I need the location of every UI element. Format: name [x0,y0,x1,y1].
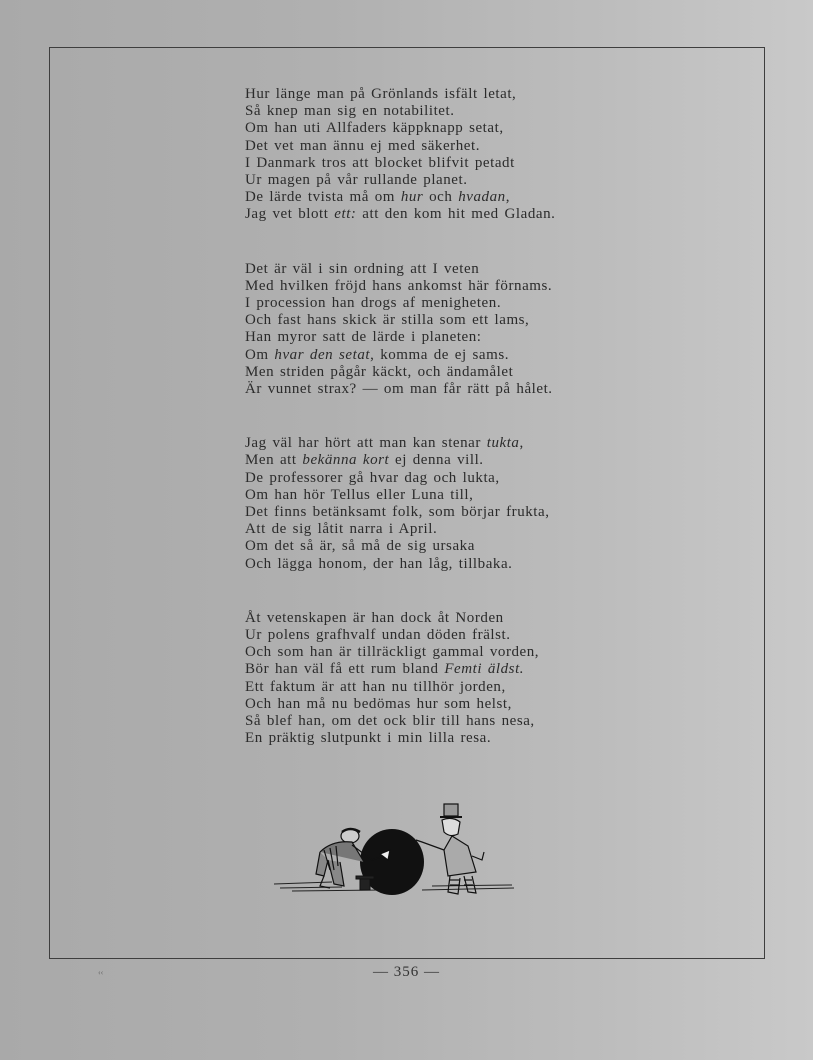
poem-line: De professorer gå hvar dag och lukta, [245,469,500,486]
stanza-3 [245,435,625,573]
illustration-men-with-boulder [272,790,517,900]
text-segment: , komma de ej sams. [370,346,510,363]
poem-line: Det vet man ännu ej med säkerhet. [245,137,480,154]
poem-line: Men striden pågår käckt, och ändamålet [245,363,514,380]
poem-line: Ett faktum är att han nu tillhör jorden, [245,678,506,695]
poem-line: Och han må nu bedömas hur som helst, [245,695,512,712]
pointing-man-icon [416,804,484,894]
stanza-1 [245,86,625,224]
italic-text: tukta [486,435,520,452]
stanza-2 [245,261,625,399]
poem-line: Och lägga honom, der han låg, tillbaka. [245,555,513,572]
poem-line: Så knep man sig en notabilitet. [245,103,455,120]
poem-line: Om han uti Allfaders käppknapp setat, [245,120,504,137]
italic-text: hvadan [458,189,506,206]
poem-line: Om han hör Tellus eller Luna till, [245,486,474,503]
poem-line: Det är väl i sin ordning att I veten [245,260,480,277]
text-segment: Bör han väl få ett rum bland [245,661,445,678]
poem-line: Hur länge man på Grönlands isfält letat, [245,86,517,102]
poem-line: Och fast hans skick är stilla som ett lams, [245,312,530,329]
poem-line: I procession han drogs af menigheten. [245,295,502,312]
poem-line: Han myror satt de lärde i planeten: [245,329,482,346]
poem-line: Är vunnet strax? — om man får rätt på hålet. [245,381,553,398]
text-segment: ej denna vill. [389,452,484,469]
text-segment: , [519,435,524,452]
poem-line [245,206,625,223]
poem-line: Ur polens grafhvalf undan döden frälst. [245,627,511,644]
poem-line: Och som han är tillräckligt gammal vorden, [245,644,540,661]
text-segment: Men att [245,452,303,469]
poem-line: En präktig slutpunkt i min lilla resa. [245,730,492,747]
page-number: — 356 — [373,964,440,980]
italic-text: hvar den setat [274,346,371,363]
poem-line [245,452,625,469]
poem-line: Ur magen på vår rullande planet. [245,172,468,189]
poem-line: Det finns betänksamt folk, som börjar frukta, [245,504,550,521]
poem [245,86,625,748]
poem-line: I Danmark tros att blocket blifvit petadt [245,154,515,171]
text-segment: att den kom hit med Gladan. [356,206,556,223]
stanza-4 [245,610,625,748]
italic-text: Femti äldst. [444,661,525,678]
italic-text: ett: [334,206,357,223]
text-segment: , [505,189,511,206]
poem-line [245,661,625,678]
poem-line: Så blef han, om det ock blir till hans nesa, [245,713,535,730]
poem-line: Att de sig låtit narra i April. [245,521,438,538]
poem-line: Med hvilken fröjd hans ankomst här förnams. [245,277,553,294]
text-segment: De lärde tvista må om [245,189,401,206]
poem-line [245,347,625,364]
text-segment: och [423,189,459,206]
italic-text: bekänna kort [302,452,390,469]
poem-line [245,189,625,206]
italic-text: hur [400,189,424,206]
poem-line [245,435,625,452]
text-segment: Jag väl har hört att man kan stenar [245,435,487,452]
poem-line: Om det så är, så må de sig ursaka [245,538,475,555]
text-segment: Jag vet blott [245,206,335,223]
poem-line: Åt vetenskapen är han dock åt Norden [245,609,504,626]
print-smudge: ‹‹ [98,968,104,977]
text-segment: Om [245,346,275,363]
